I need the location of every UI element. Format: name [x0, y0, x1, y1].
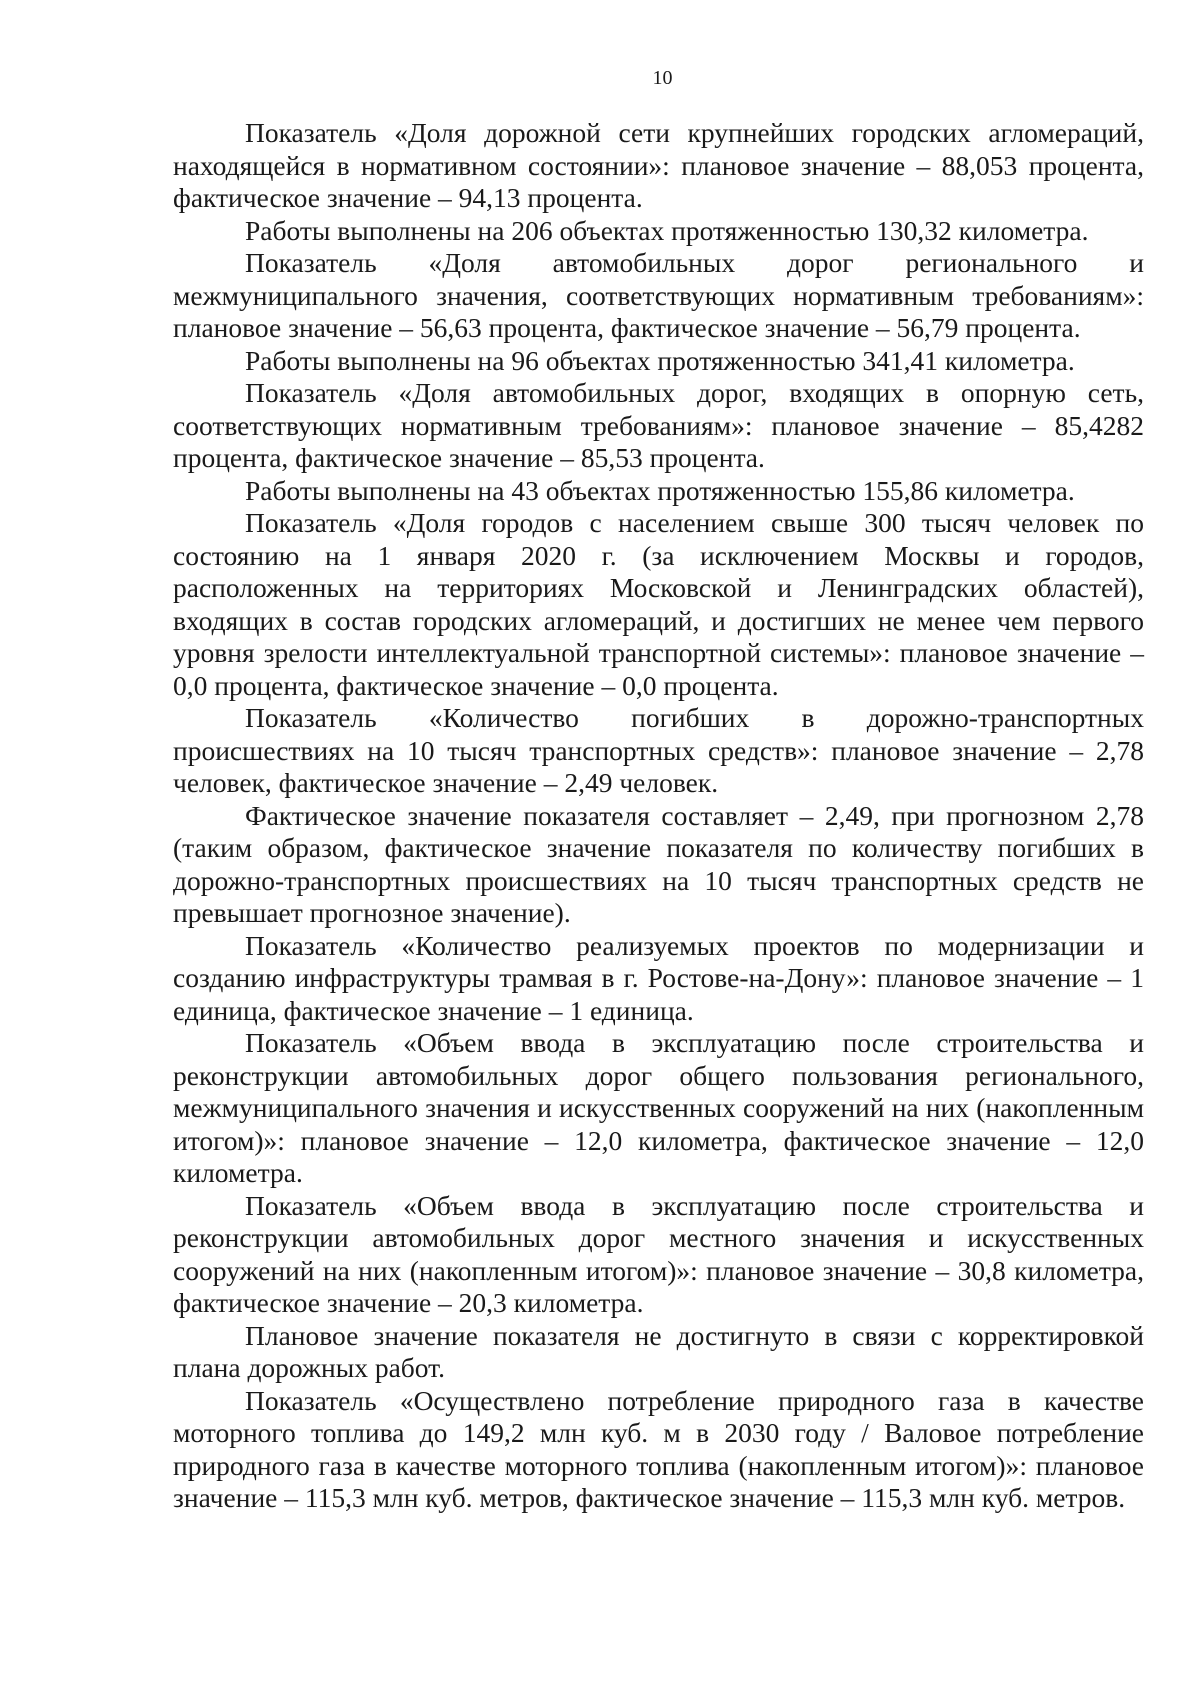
paragraph-core-network-share: Показатель «Доля автомобильных дорог, входящих в опорную сеть, соответствующих нормативным требованиям»: плановое значение – 85,4282 процента, фактическое значение – 85,53 процента.	[173, 377, 1144, 473]
paragraph-fatalities-explanation: Фактическое значение показателя составляет – 2,49, при прогнозном 2,78 (таким образом, фактическое значение показателя по количеству погибших в дорожно-транспортных происшествиях на 10 тысяч транспортных средств не превышает прогнозное значение).	[173, 799, 1144, 928]
paragraph-regional-roads-share: Показатель «Доля автомобильных дорог регионального и межмуниципального значения, соответствующих нормативным требованиям»: плановое значение – 56,63 процента, фактическое значение – 56,79 процента.	[173, 247, 1144, 343]
paragraph-tram-projects: Показатель «Количество реализуемых проектов по модернизации и созданию инфраструктуры трамвая в г. Ростове-на-Дону»: плановое значение – 1 единица, фактическое значение – 1 единица.	[173, 929, 1144, 1026]
paragraph-works-96-objects: Работы выполнены на 96 объектах протяженностью 341,41 километра.	[245, 344, 1075, 376]
paragraph-road-fatalities: Показатель «Количество погибших в дорожно-транспортных происшествиях на 10 тысяч транспортных средств»: плановое значение – 2,78 человек, фактическое значение – 2,49 человек.	[173, 702, 1144, 798]
document-body	[173, 117, 1144, 1515]
paragraph-works-43-objects: Работы выполнены на 43 объектах протяженностью 155,86 километра.	[245, 474, 1075, 506]
paragraph-plan-not-achieved: Плановое значение показателя не достигнуто в связи с корректировкой плана дорожных работ.	[173, 1319, 1144, 1383]
paragraph-intelligent-transport-cities: Показатель «Доля городов с населением свыше 300 тысяч человек по состоянию на 1 января 2020 г. (за исключением Москвы и городов, расположенных на территориях Московской и Ленинградских областей), входящих в состав городских агломераций, и достигших не менее чем первого уровня зрелости интеллектуальной транспортной системы»: плановое значение – 0,0 процента, фактическое значение – 0,0 процента.	[173, 507, 1144, 701]
paragraph-local-roads-commissioning: Показатель «Объем ввода в эксплуатацию после строительства и реконструкции автомобильных дорог местного значения и искусственных сооружений на них (накопленным итогом)»: плановое значение – 30,8 километра, фактическое значение – 20,3 километра.	[173, 1189, 1144, 1318]
paragraph-natural-gas-consumption: Показатель «Осуществлено потребление природного газа в качестве моторного топлива до 149,2 млн куб. м в 2030 году / Валовое потребление природного газа в качестве моторного топлива (накопленным итогом)»: плановое значение – 115,3 млн куб. метров, фактическое значение – 115,3 млн куб. метров.	[173, 1384, 1144, 1513]
paragraph-road-network-agglomerations: Показатель «Доля дорожной сети крупнейших городских агломераций, находящейся в нормативном состоянии»: плановое значение – 88,053 процента, фактическое значение – 94,13 процента.	[173, 117, 1144, 213]
paragraph-works-206-objects: Работы выполнены на 206 объектах протяженностью 130,32 километра.	[245, 214, 1089, 246]
paragraph-regional-roads-commissioning: Показатель «Объем ввода в эксплуатацию после строительства и реконструкции автомобильных дорог общего пользования регионального, межмуниципального значения и искусственных сооружений на них (накопленным итогом)»: плановое значение – 12,0 километра, фактическое значение – 12,0 километра.	[173, 1027, 1144, 1188]
page-number: 10	[652, 67, 673, 89]
